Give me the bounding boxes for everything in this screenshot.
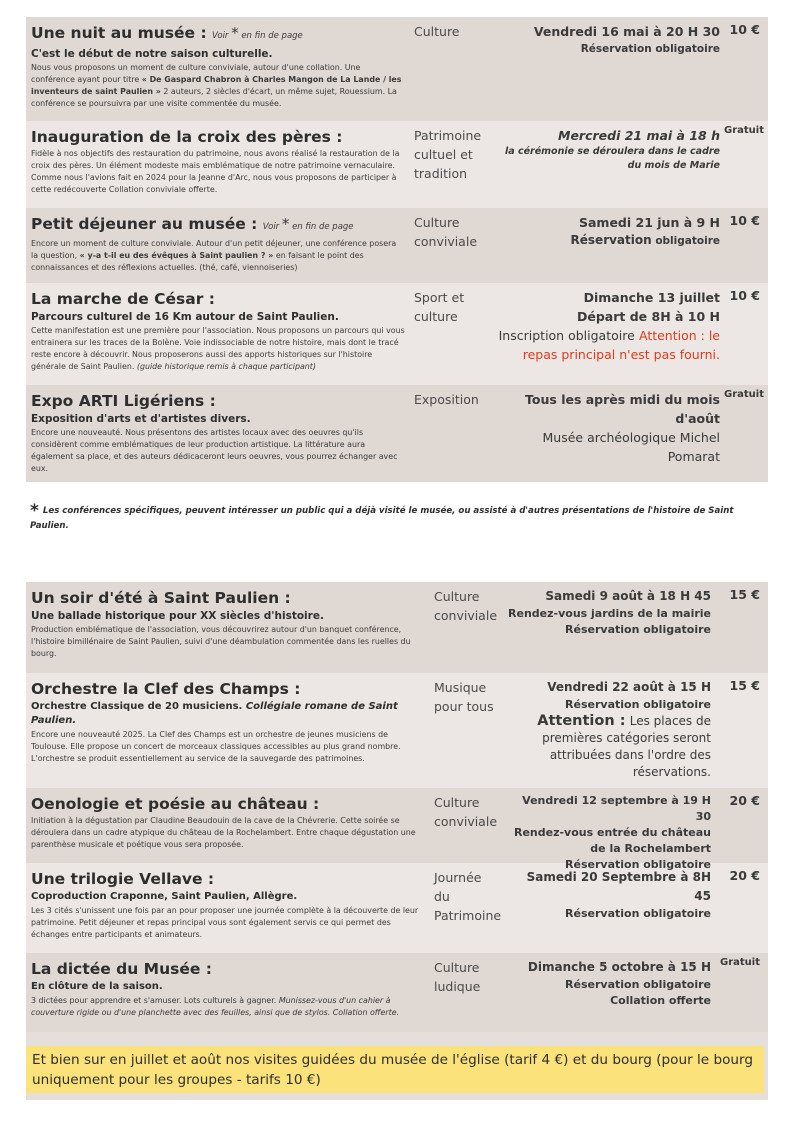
event-date: Samedi 9 août à 18 H 45 — [545, 589, 711, 603]
event-schedule — [495, 121, 724, 208]
event-subtitle — [31, 700, 425, 728]
event-schedule — [495, 17, 724, 121]
event-row — [26, 283, 768, 385]
event-reservation: Réservation obligatoire — [565, 858, 711, 871]
event-row — [26, 673, 768, 788]
event-description — [26, 953, 431, 1032]
event-row — [26, 582, 768, 673]
event-subtitle-italic: Collégiale romane de Saint Paulien. — [31, 701, 398, 726]
event-category: Patrimoine cultuel et tradition — [414, 128, 482, 181]
event-reservation: Réservation obligatoire — [580, 43, 720, 55]
event-price: 20 € — [729, 793, 760, 808]
event-body: Encore une nouveauté 2025. La Clef des Champs est un orchestre de jeunes musiciens de Toulouse. Elle propose un concert de morceaux classiques accessibles au plus grand nombre. L'orchestre se produit essentiellement au service de la sauvegarde des patrimoines. — [31, 730, 401, 763]
event-location: Musée archéologique Michel Pomarat — [542, 430, 720, 464]
event-title-text: Petit déjeuner au musée : — [31, 215, 258, 233]
event-category: Exposition — [414, 392, 479, 407]
event-title-text: Une nuit au musée : — [31, 24, 207, 42]
event-description — [26, 673, 431, 788]
event-body: Initiation à la dégustation par Claudine Beaudouin de la cave de la Chévrerie. Cette soirée se déroulera dans un cadre atypique du château de la Rochelambert. Entre chaque dégustation une parenthèse musicale et poétique vous sera proposée. — [31, 816, 416, 849]
event-description — [26, 283, 411, 385]
event-row — [26, 385, 768, 482]
event-description — [26, 17, 411, 121]
event-subtitle: Coproduction Craponne, Saint Paulien, Allègre. — [31, 891, 298, 902]
events-table-summer — [26, 582, 768, 1032]
event-title: La dictée du Musée : — [31, 960, 212, 978]
event-category: Culture conviviale — [434, 795, 498, 829]
footnote-text: Les conférences spécifiques, peuvent intéresser un public qui a déjà visité le musée, ou assisté à d'autres présentations de l'histoire de Saint Paulien. — [30, 506, 734, 531]
event-schedule — [505, 673, 715, 788]
footnote-reference — [262, 215, 354, 233]
event-subtitle: C'est le début de notre saison culturelle. — [31, 48, 273, 60]
event-body-part: en faisant le point des connaissances et des réflexions actuelles. (thé, café, viennoiseries) — [31, 251, 364, 272]
event-price: Gratuit — [720, 957, 760, 968]
footnote — [30, 501, 770, 531]
event-subtitle: En clôture de la saison. — [31, 981, 163, 992]
event-date: Vendredi 16 mai à 20 H 30 — [533, 24, 720, 39]
event-price: 15 € — [729, 587, 760, 602]
event-body — [31, 325, 405, 373]
event-schedule — [505, 863, 715, 953]
event-collation: Collation offerte — [610, 994, 711, 1007]
event-category: Musique pour tous — [434, 680, 494, 714]
event-description — [26, 121, 411, 208]
event-title: Expo ARTI Ligériens : — [31, 392, 216, 410]
event-body: Les 3 cités s'unissent une fois par an pour proposer une journée complète à la découverte de leur patrimoine. Petit déjeuner et repas principal vous sont également servis ce qui permet des échanges entre participants et animateurs. — [31, 906, 419, 939]
event-subtitle: Parcours culturel de 16 Km autour de Saint Paulien. — [31, 311, 339, 323]
event-description — [26, 385, 411, 482]
event-schedule — [495, 385, 724, 482]
event-title: La marche de César : — [31, 290, 215, 308]
event-schedule — [505, 788, 715, 871]
event-description — [26, 788, 431, 863]
event-title: Un soir d'été à Saint Paulien : — [31, 589, 291, 607]
event-reservation — [497, 232, 720, 249]
event-date: Dimanche 5 octobre à 15 H — [527, 960, 711, 974]
event-body-italic: (guide historique remis à chaque participant) — [136, 362, 316, 371]
inscription-text: Inscription obligatoire — [498, 328, 635, 343]
event-location: Rendez-vous jardins de la mairie — [508, 607, 711, 620]
banner-text: Et bien sur en juillet et août nos visites guidées du musée de l'église (tarif 4 €) et du bourg (pour le bourg uniquement pour les groupes - tarifs 10 €) — [32, 1052, 753, 1088]
event-category: Sport et culture — [414, 290, 465, 324]
attention-label: Attention : — [537, 713, 626, 729]
event-subtitle: Exposition d'arts et d'artistes divers. — [31, 413, 251, 425]
event-body-part: 3 dictées pour apprendre et s'amuser. Lots culturels à gagner. — [31, 996, 279, 1005]
event-body-part: Nous vous proposons un moment de culture conviviale, autour d'une collation. Une conférence ayant pour titre — [31, 63, 361, 84]
event-date: Samedi 21 jun à 9 H — [578, 215, 720, 230]
event-body-part: Encore un moment de culture conviviale. Autour d'un petit déjeuner, une conférence posera la question, — [31, 239, 397, 260]
event-row — [26, 788, 768, 871]
star-icon: * — [281, 215, 290, 233]
event-body-bold: « De Gaspard Chabron à Charles Mangon de La Lande / les inventeurs de saint Paulien » — [31, 75, 402, 96]
event-schedule — [495, 208, 724, 283]
event-body: Fidèle à nos objectifs des restauration du patrimoine, nous avons réalisé la restauration de la croix des pères. Un élément modeste mais emblématique de notre patrimoine vernaculaire. Comme nous l'avions fait en 2024 pour la Jeanne d'Arc, nous vous proposons de participer à cette redécouverte Collation conviviale offerte. — [31, 149, 400, 194]
event-title: Inauguration de la croix des pères : — [31, 128, 343, 146]
events-table-spring — [26, 17, 768, 482]
event-description — [26, 863, 431, 953]
note-rest: en fin de page — [292, 222, 354, 232]
event-date: Dimanche 13 juillet — [583, 290, 720, 305]
event-price: 10 € — [729, 288, 760, 303]
event-title: Oenologie et poésie au château : — [31, 795, 320, 813]
note-rest: en fin de page — [241, 31, 303, 41]
event-inscription — [497, 326, 720, 364]
event-description — [26, 582, 431, 673]
event-body-part: 2 auteurs, 2 siècles d'écart, un même sujet, Rouessium. La conférence se poursuivra par une visite commentée du musée. — [31, 87, 397, 108]
event-description — [26, 208, 411, 283]
note-voir: Voir — [212, 31, 229, 41]
event-date: Tous les après midi du mois d'août — [525, 392, 720, 426]
event-subtitle-part: Orchestre Classique de 20 musiciens. — [31, 701, 246, 712]
event-category: Culture — [414, 24, 460, 39]
event-body: Encore une nouveauté. Nous présentons des artistes locaux avec des oeuvres qu'ils considèrent comme emblématiques de leur production artistique. La littérature aura également sa place, et des auteurs dédicaceront leurs oeuvres, vous pourrez échanger avec eux. — [31, 428, 398, 473]
note-voir: Voir — [262, 222, 280, 232]
event-date: Vendredi 22 août à 15 H — [547, 680, 711, 694]
event-date: Mercredi 21 mai à 18 h — [558, 128, 720, 143]
event-body-italic: Munissez-vous d'un cahier à couverture rigide ou d'une planchette avec des feuilles, ainsi que de stylos. Collation offerte. — [31, 996, 400, 1017]
attention-warning: Attention : le repas principal n'est pas fourni. — [522, 328, 720, 362]
event-category: Culture ludique — [434, 960, 481, 994]
event-price: 10 € — [729, 22, 760, 37]
event-schedule — [495, 283, 724, 385]
event-reservation: Réservation obligatoire — [565, 978, 711, 991]
attention-text: Les places de premières catégories seront attribuées dans l'ordre des réservations. — [542, 714, 711, 779]
event-row — [26, 863, 768, 953]
event-price: Gratuit — [724, 125, 764, 136]
event-row — [26, 17, 768, 121]
guided-tours-banner — [26, 1046, 764, 1093]
event-price: 15 € — [729, 678, 760, 693]
event-category: Journée du Patrimoine — [434, 870, 502, 923]
event-note: la cérémonie se déroulera dans le cadre du mois de Marie — [504, 146, 720, 171]
event-title — [31, 215, 405, 237]
event-body-part: Cette manifestation est une première pour l'association. Nous proposons un parcours qui vous entrainera sur les traces de la Bolène. Voie indissociable de notre histoire, mais dont le tracé reste encore à découvrir. Nous proposerons aussi des apports historiques sur l'histoire générale de Saint Paulien. — [31, 326, 405, 371]
event-reservation: Réservation obligatoire — [565, 698, 711, 711]
event-reservation: Réservation obligatoire — [565, 623, 711, 636]
event-body: Production emblématique de l'association, vous découvrirez autour d'un banquet conférence, l'histoire bimillénaire de Saint Paulien, suivi d'une déambulation commentée dans les ruelles du bourg. — [31, 625, 411, 658]
reservation-qualifier: obligatoire — [655, 235, 720, 247]
event-reservation: Réservation obligatoire — [565, 907, 711, 920]
event-body — [31, 995, 425, 1019]
event-price: Gratuit — [724, 389, 764, 400]
event-date: Samedi 20 Septembre à 8H 45 — [526, 870, 711, 903]
event-row — [26, 121, 768, 208]
event-title: Orchestre la Clef des Champs : — [31, 680, 301, 698]
event-subtitle: Une ballade historique pour XX siècles d'histoire. — [31, 610, 324, 622]
event-body — [31, 62, 405, 110]
event-time: Départ de 8H à 10 H — [576, 309, 720, 324]
event-body-bold: « y-a t-il eu des évêques à Saint paulien ? » — [79, 251, 274, 260]
footnote-reference — [212, 24, 303, 42]
event-schedule — [505, 953, 715, 1032]
event-schedule — [505, 582, 715, 673]
event-category: Culture conviviale — [414, 215, 478, 249]
attention-block — [507, 713, 711, 781]
star-icon: * — [231, 24, 239, 42]
event-title: Une trilogie Vellave : — [31, 870, 215, 888]
event-price: 10 € — [729, 213, 760, 228]
event-row — [26, 953, 768, 1032]
reservation-word: Réservation — [570, 233, 652, 247]
event-date: Vendredi 12 septembre à 19 H 30 — [522, 794, 711, 823]
event-location: Rendez-vous entrée du château de la Rochelambert — [513, 826, 711, 855]
event-price: 20 € — [729, 868, 760, 883]
star-icon: * — [30, 501, 39, 521]
event-title — [31, 24, 405, 46]
event-category: Culture conviviale — [434, 589, 498, 623]
event-body — [31, 238, 405, 274]
event-row — [26, 208, 768, 283]
